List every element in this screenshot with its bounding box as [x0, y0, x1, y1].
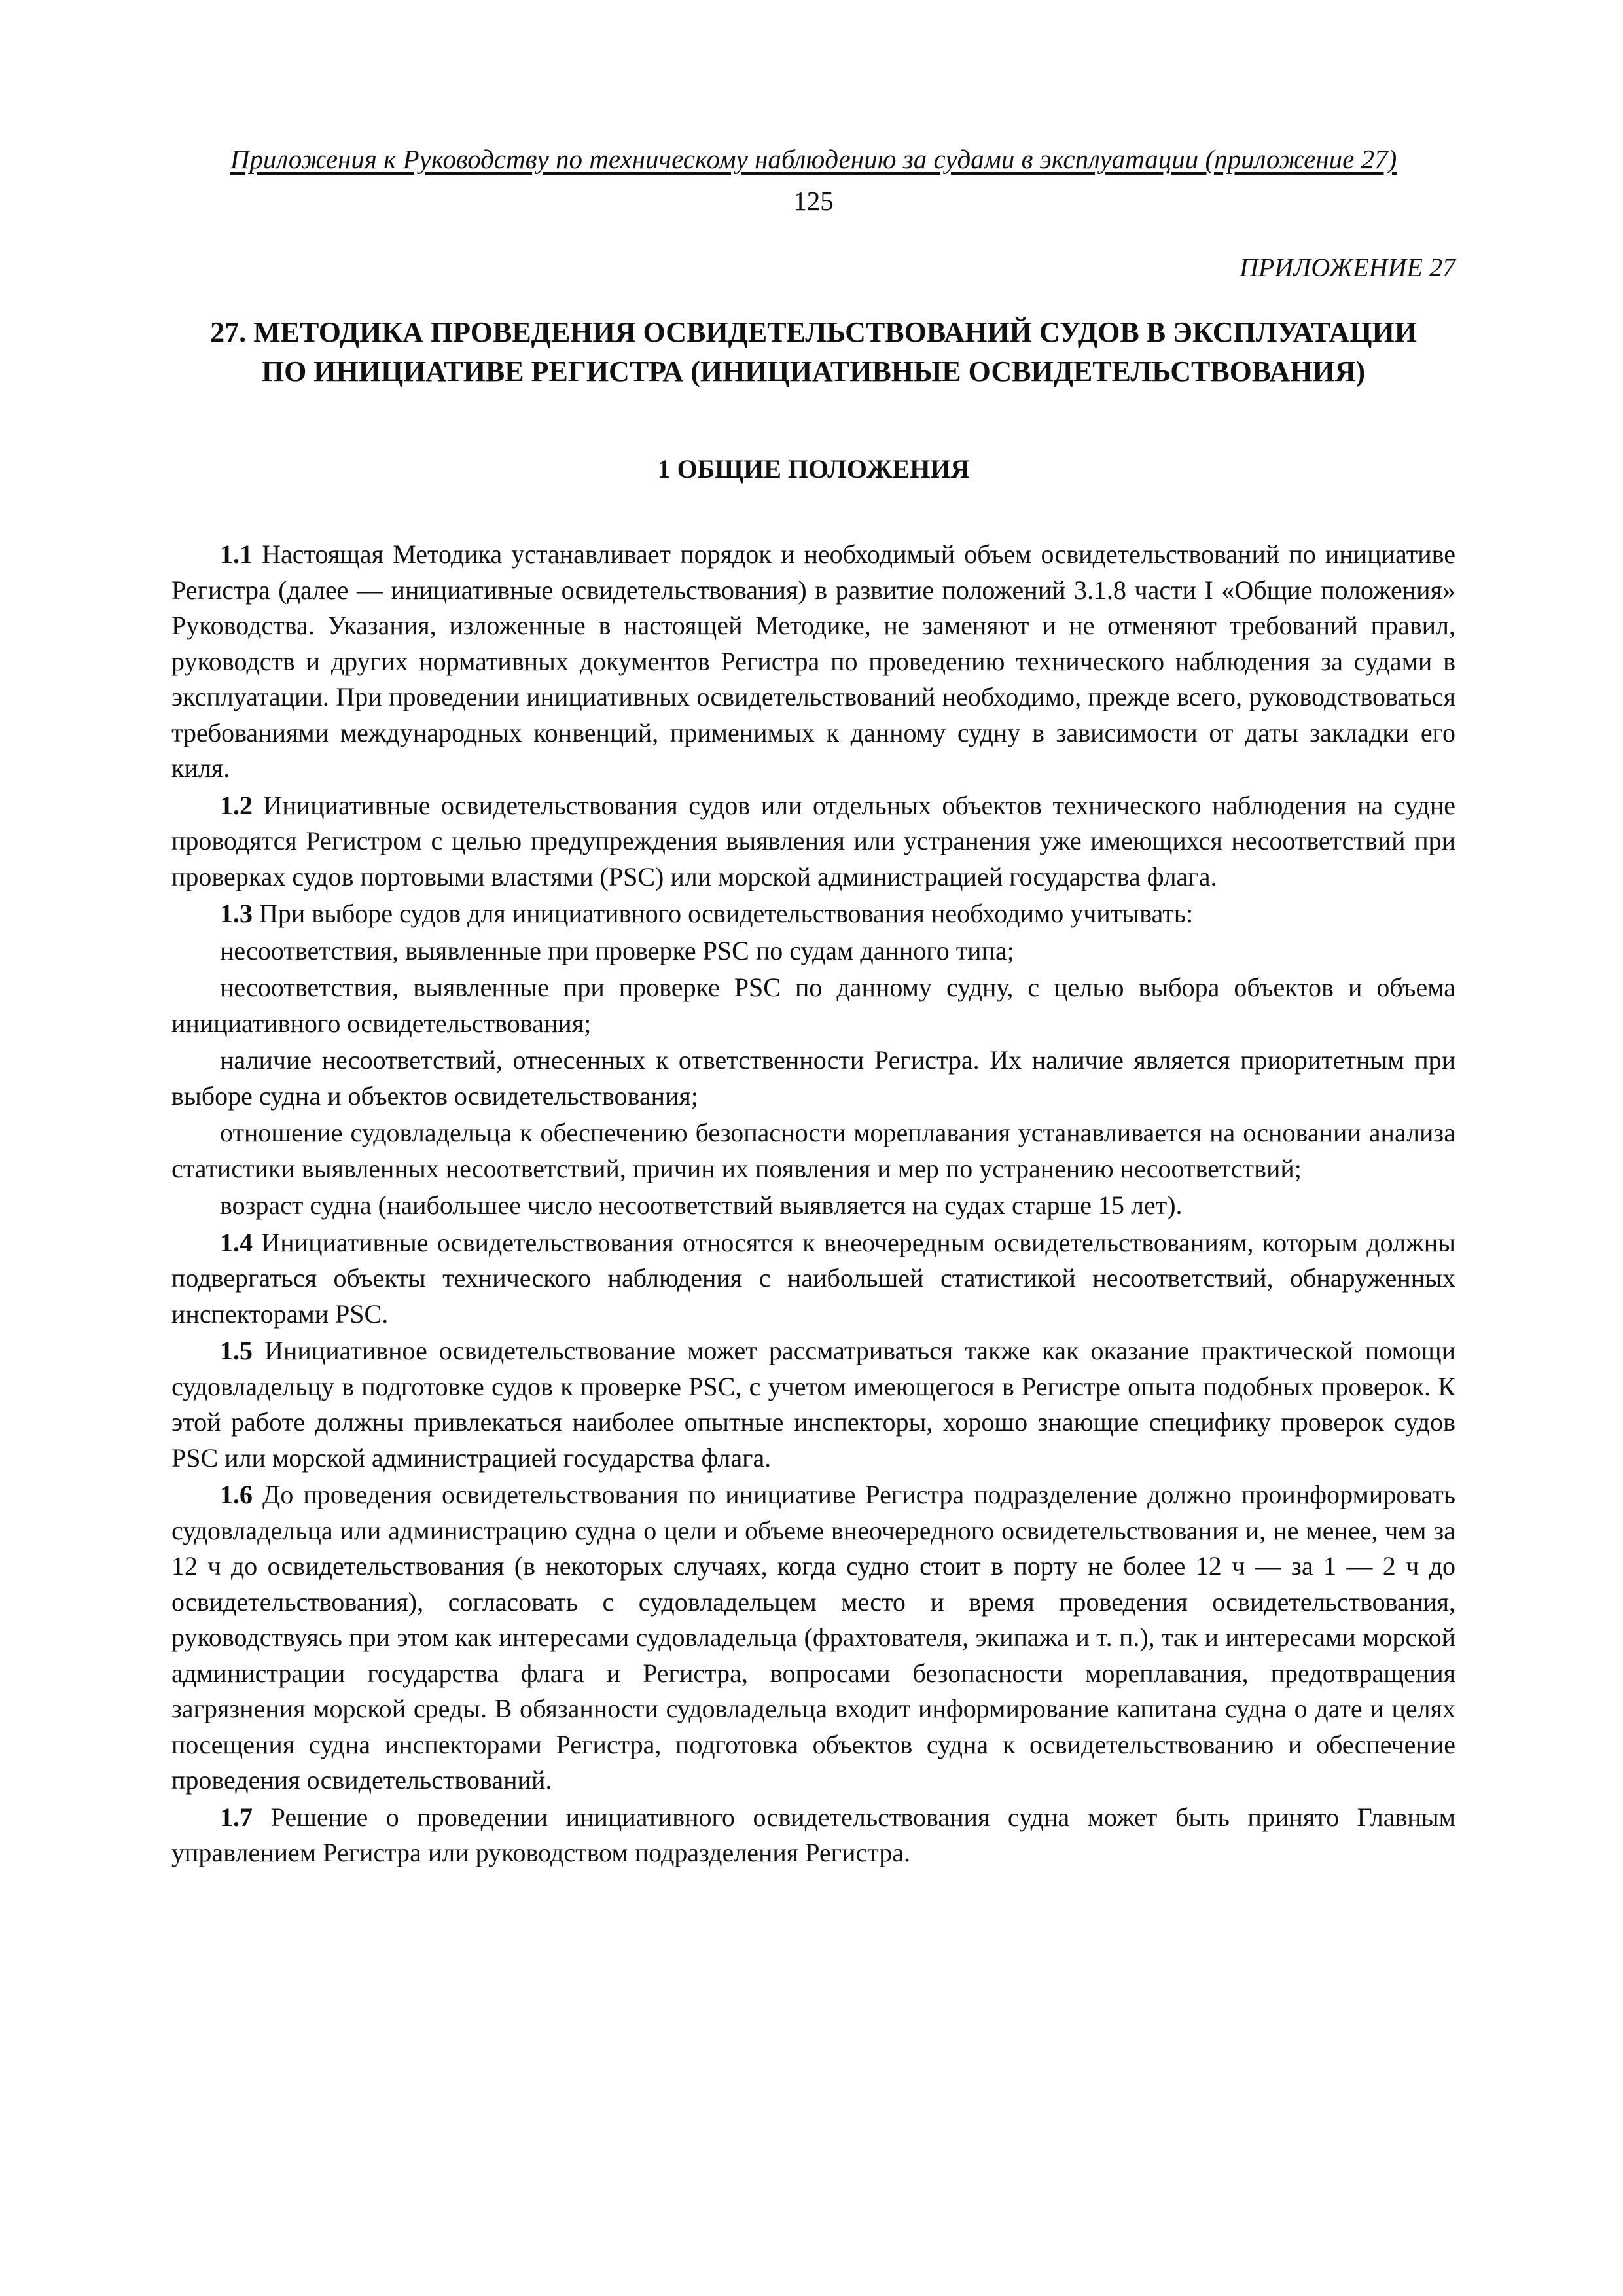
- clause-number: 1.5: [220, 1336, 253, 1365]
- paragraph-text: Инициативное освидетельствование может рассматриваться также как оказание практической помощи судовладельцу в подготовке судов к проверке PSC, с учетом имеющегося в Регистре опыта подобных проверок. К этой работе должны привлекаться наиболее опытные инспекторы, хорошо знающие специфику проверок судов PSC или морской администрацией государства флага.: [171, 1336, 1455, 1473]
- clause-number: 1.4: [220, 1227, 253, 1257]
- paragraph-text: До проведения освидетельствования по инициативе Регистра подразделение должно проинформировать судовладельца или администрацию судна о цели и объеме внеочередного освидетельствования и, не менее, чем за 12 ч до освидетельствования (в некоторых случаях, когда судно стоит в порту не более 12 ч — за 1 — 2 ч до освидетельствования), согласовать с судовладельцем место и время проведения освидетельствования, руководствуясь при этом как интересами судовладельца (фрахтователя, экипажа и т. п.), так и интересами морской администрации государства флага и Регистра, вопросами безопасности мореплавания, предотвращения загрязнения морской среды. В обязанности судовладельца входит информирование капитана судна о дате и целях посещения судна инспекторами Регистра, подготовка объектов судна к освидетельствованию и обеспечение проведения освидетельствований.: [171, 1480, 1455, 1795]
- appendix-label: ПРИЛОЖЕНИЕ 27: [1240, 253, 1455, 282]
- paragraph-text: При выборе судов для инициативного освидетельствования необходимо учитывать:: [253, 899, 1194, 928]
- paragraph-1-3: [171, 896, 1455, 932]
- paragraph-text: Настоящая Методика устанавливает порядок и необходимый объем освидетельствований по инициативе Регистра (далее — инициативные освидетельствования) в развитие положений 3.1.8 части I «Общие положения» Руководства. Указания, изложенные в настоящей Методике, не заменяют и не отменяют требований правил, руководств и других нормативных документов Регистра по проведению технического наблюдения за судами в эксплуатации. При проведении инициативных освидетельствований необходимо, прежде всего, руководствоваться требованиями международных конвенций, применимых к данному судну в зависимости от даты закладки его киля.: [171, 539, 1455, 783]
- section-heading: 1 ОБЩИЕ ПОЛОЖЕНИЯ: [657, 454, 970, 484]
- document-title-line-2: ПО ИНИЦИАТИВЕ РЕГИСТРА (ИНИЦИАТИВНЫЕ ОСВИДЕТЕЛЬСТВОВАНИЯ): [261, 355, 1366, 387]
- clause-number: 1.1: [220, 539, 253, 569]
- list-item-text: несоответствия, выявленные при проверке PSC по судам данного типа;: [220, 935, 1014, 965]
- clause-number: 1.2: [220, 790, 253, 820]
- list-item: [171, 1043, 1455, 1114]
- body-text: [171, 537, 1455, 1871]
- clause-number: 1.6: [220, 1480, 253, 1509]
- document-page: [171, 143, 1455, 1873]
- document-title: [171, 313, 1455, 391]
- list-item-text: отношение судовладельца к обеспечению безопасности мореплавания устанавливается на основании анализа статистики выявленных несоответствий, причин их появления и мер по устранению несоответствий;: [171, 1118, 1455, 1183]
- paragraph-text: Решение о проведении инициативного освидетельствования судна может быть принято Главным управлением Регистра или руководством подразделения Регистра.: [171, 1802, 1455, 1867]
- clause-number: 1.7: [220, 1802, 253, 1832]
- paragraph-text: Инициативные освидетельствования судов или отдельных объектов технического наблюдения на судне проводятся Регистром с целью предупреждения выявления или устранения уже имеющихся несоответствий при проверках судов портовыми властями (PSC) или морской администрацией государства флага.: [171, 790, 1455, 891]
- paragraph-1-2: [171, 788, 1455, 895]
- paragraph-1-4: [171, 1225, 1455, 1333]
- paragraph-1-7: [171, 1800, 1455, 1871]
- list-item-text: несоответствия, выявленные при проверке PSC по данному судну, с целью выбора объектов и объема инициативного освидетельствования;: [171, 973, 1455, 1038]
- clause-number: 1.3: [220, 899, 253, 928]
- paragraph-1-5: [171, 1333, 1455, 1476]
- document-title-line-1: 27. МЕТОДИКА ПРОВЕДЕНИЯ ОСВИДЕТЕЛЬСТВОВАНИЙ СУДОВ В ЭКСПЛУАТАЦИИ: [210, 316, 1417, 348]
- list-item: [171, 1115, 1455, 1187]
- list-item: [171, 1188, 1455, 1224]
- paragraph-text: Инициативные освидетельствования относятся к внеочередным освидетельствованиям, которым должны подвергаться объекты технического наблюдения с наибольшей статистикой несоответствий, обнаруженных инспекторами PSC.: [171, 1227, 1455, 1329]
- paragraph-1-6: [171, 1477, 1455, 1799]
- list-item: [171, 970, 1455, 1041]
- list-item-text: возраст судна (наибольшее число несоответствий выявляется на судах старше 15 лет).: [220, 1191, 1183, 1220]
- page-number: 125: [793, 186, 834, 216]
- list-item: [171, 933, 1455, 969]
- running-header: Приложения к Руководству по техническому наблюдению за судами в эксплуатации (приложение 27): [230, 144, 1397, 174]
- paragraph-1-1: [171, 537, 1455, 787]
- list-item-text: наличие несоответствий, отнесенных к ответственности Регистра. Их наличие является приоритетным при выборе судна и объектов освидетельствования;: [171, 1045, 1455, 1111]
